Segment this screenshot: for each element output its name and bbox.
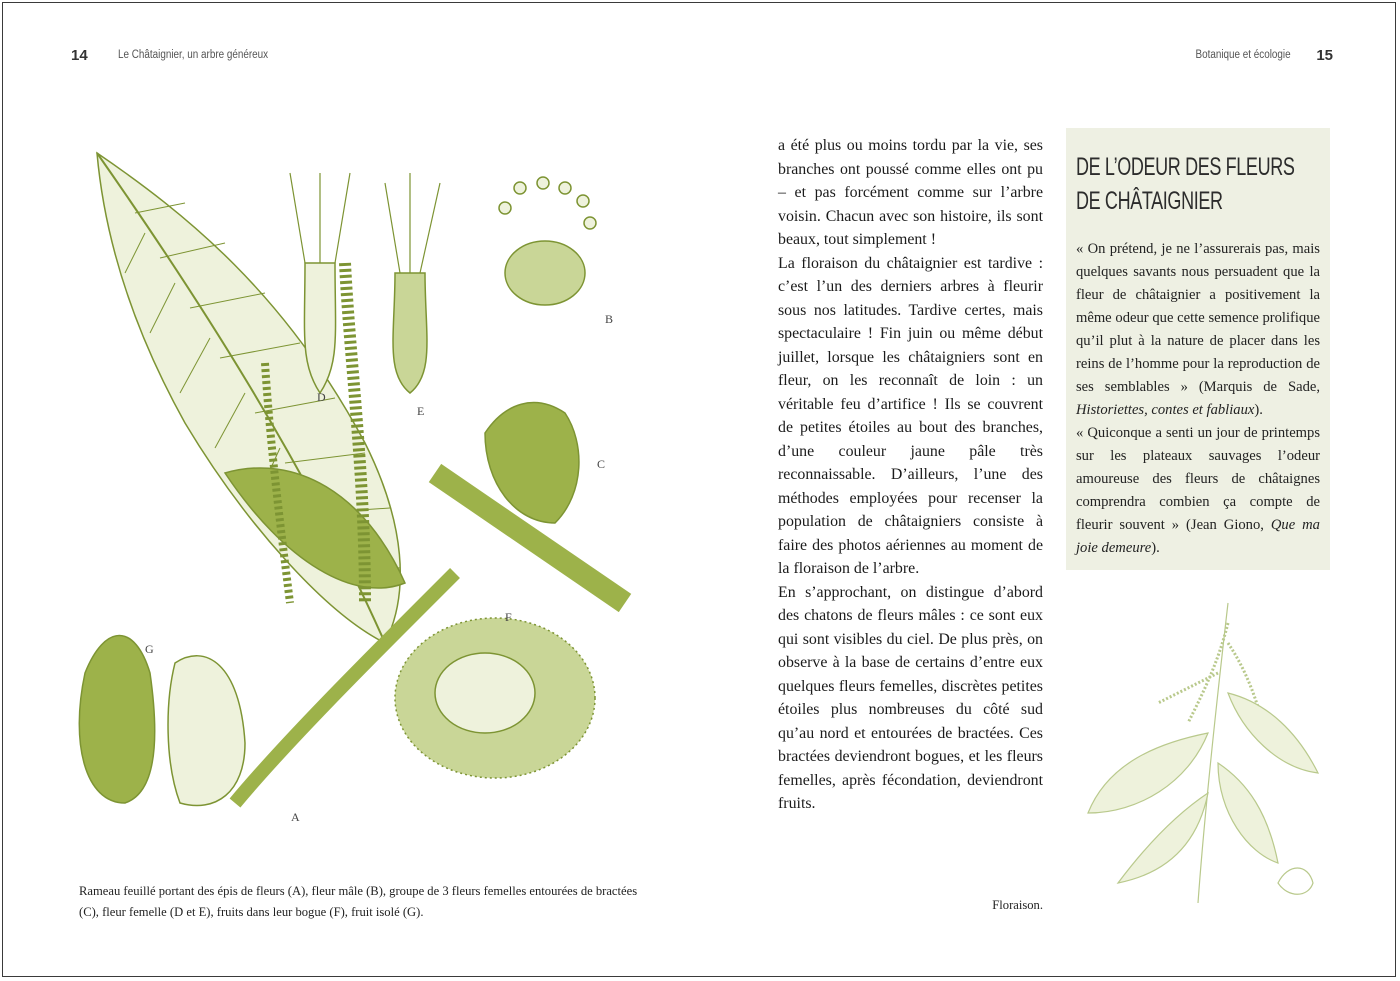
fruit-g [79,636,154,804]
illustration-caption: Floraison. [992,898,1043,912]
plate-label-g: G [145,642,154,656]
plate-label-e: E [417,404,425,418]
plate-label-f: F [505,610,512,624]
flowering-branch-illustration [1078,583,1340,903]
fruit-g2 [168,656,245,806]
flower-e [393,273,427,393]
plate-caption: Rameau feuillé portant des épis de fleurs (A), fleur mâle (B), groupe de 3 fleurs femelles entourées de bractées (C), fleur femelle (D et E), fruits dans leur bogue (F), fruit isolé (G). [79,884,638,919]
sidebar-box [1066,128,1330,570]
body-paragraph: La floraison du châtaignier est tardive : c’est l’un des derniers arbres à fleurir sous nos latitudes. Tardive certes, mais spectaculaire ! Fin juin ou même début juillet, lorsque les châtaigniers sont en fleur, on les reconnaît de loin : un véritable feu d’artifice ! Ils se couvrent de petites étoiles au bout des branches, d’une couleur jaune pâle très reconnaissable. D’ailleurs, l’une des méthodes employées pour recenser la population de châtaigniers consiste à faire des photos aériennes au moment de la floraison de l’arbre. [778,254,1043,577]
sidebar-title [1076,150,1321,218]
plate-label-b: B [605,312,614,326]
body-text [778,134,1043,816]
running-title-left: Le Châtaignier, un arbre généreux [118,49,269,61]
branch-main [1198,603,1228,903]
leaf [1118,793,1208,883]
plate-label-d: D [317,390,326,404]
flower-detail [1278,868,1313,894]
leaf [1228,693,1318,773]
flower-b-stamens [499,177,596,229]
sidebar-quotes [1076,238,1320,560]
page-number-left: 14 [71,47,88,64]
leaf [1218,763,1278,863]
flower-b [505,241,585,305]
sidebar-title-line: DE CHÂTAIGNIER [1076,187,1223,215]
sidebar-quote-giono: « Quiconque a senti un jour de printemps sur les plateaux sauvages l’odeur amoureuse des fleurs de châtaignes comprendra combien ça compte de fleurir souvent » (Jean Giono, Que ma joie demeure). [1076,425,1320,556]
catkin [1188,623,1228,723]
body-paragraph: En s’approchant, on distingue d’abord des chatons de fleurs mâles : ce sont eux qui sont visibles du ciel. De plus près, on observe à la base de certains d’entre eux quelques fleurs femelles, discrètes petites étoiles plus nombreuses du côté sud qu’au nord et entourées de bractées. Ces bractées deviendront bogues, et les fleurs femelles, après fécondation, deviendront fruits. [778,583,1043,812]
plate-label-a: A [291,810,300,824]
running-title-right: Botanique et écologie [1195,49,1291,61]
body-paragraph: a été plus ou moins tordu par la vie, ses branches ont poussé comme elles ont pu – et pas forcément comme sur l’arbre voisin. Chacun avec son histoire, ils sont beaux, tout simplement ! [778,137,1043,248]
book-spread [2,2,1396,977]
sidebar-title-line: DE L’ODEUR DES FLEURS [1076,153,1295,181]
leaf [1088,733,1208,813]
sidebar-quote-sade: « On prétend, je ne l’assurerais pas, mais quelques savants nous persuadent que la fleur de châtaignier a positivement la même odeur que cette semence prolifique qu’il plut à la nature de placer dans les reins de l’homme pour la reproduction de ses semblables » (Marquis de Sade, Historiettes, contes et fabliaux). [1076,241,1320,418]
chestnut-botanical-plate [65,143,655,833]
page-number-right: 15 [1316,47,1333,64]
plate-label-c: C [597,457,606,471]
